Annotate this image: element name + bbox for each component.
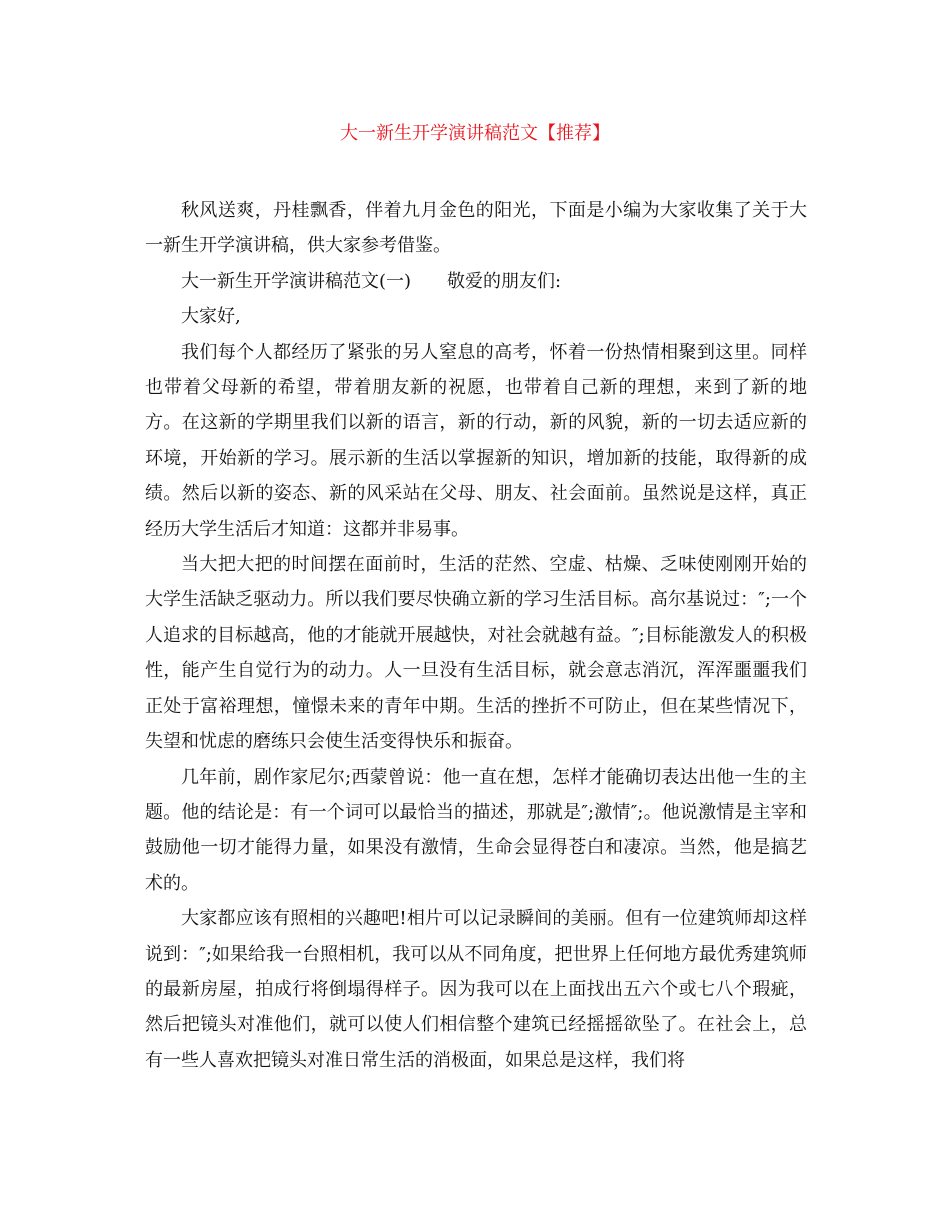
paragraph-body: 我们每个人都经历了紧张的另人窒息的高考，怀着一份热情相聚到这里。同样也带着父母新的希望，带着朋友新的祝愿，也带着自己新的理想，来到了新的地方。在这新的学期里我们以新的语言，新的行动，新的风貌，新的一切去适应新的环境，开始新的学习。展示新的生活以掌握新的知识，增加新的技能，取得新的成绩。然后以新的姿态、新的风采站在父母、朋友、社会面前。虽然说是这样，真正经历大学生活后才知道：这都并非易事。 (145, 341, 807, 540)
paragraph-body: 几年前，剧作家尼尔;西蒙曾说：他一直在想，怎样才能确切表达出他一生的主题。他的结论是：有一个词可以最恰当的描述，那就是″;激情″;。他说激情是主宰和鼓励他一切才能得力量，如果没有激情，生命会显得苍白和凄凉。当然，他是搞艺术的。 (145, 766, 807, 894)
paragraph-greeting: 大家好, (181, 306, 241, 328)
paragraph-body: 当大把大把的时间摆在面前时，生活的茫然、空虚、枯燥、乏味使刚刚开始的大学生活缺乏驱动力。所以我们要尽快确立新的学习生活目标。高尔基说过：″;一个人追求的目标越高，他的才能就开展越快，对社会就越有益。″;目标能激发人的积极性，能产生自觉行为的动力。人一旦没有生活目标，就会意志消沉，浑浑噩噩我们正处于富裕理想，憧憬未来的青年中期。生活的挫折不可防止，但在某些情况下，失望和忧虑的磨练只会使生活变得快乐和振奋。 (145, 554, 807, 753)
paragraph-speech-heading: 大一新生开学演讲稿范文(一) 敬爱的朋友们: (181, 270, 562, 292)
paragraph-intro: 秋风送爽，丹桂飘香，伴着九月金色的阳光，下面是小编为大家收集了关于大一新生开学演讲稿，供大家参考借鉴。 (145, 200, 807, 257)
paragraph-body: 大家都应该有照相的兴趣吧!相片可以记录瞬间的美丽。但有一位建筑师却这样说到：″;如果给我一台照相机，我可以从不同角度，把世界上任何地方最优秀建筑师的最新房屋，拍成行将倒塌得样子。因为我可以在上面找出五六个或七八个瑕疵，然后把镜头对准他们，就可以使人们相信整个建筑已经摇摇欲坠了。在社会上，总有一些人喜欢把镜头对准日常生活的消极面，如果总是这样，我们将 (145, 908, 807, 1071)
document-title: 大一新生开学演讲稿范文【推荐】 (340, 123, 610, 144)
document-body (145, 193, 807, 1078)
